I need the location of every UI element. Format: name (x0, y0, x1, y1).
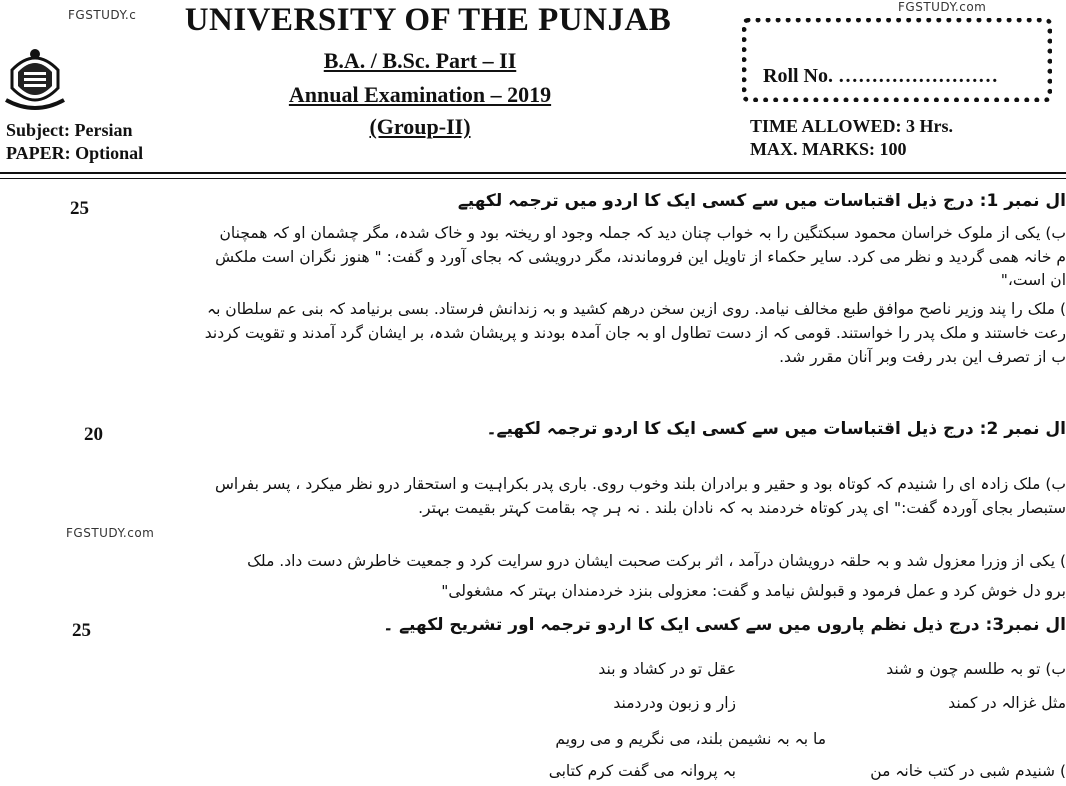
q2-part-b-line-1: ) یکی از وزرا معزول شد و بہ حلقہ درویشان درآمد ، اثر برکت صحبت ایشان درو سرایت کرد و جمعیت خاطرش دست داد. ملک (247, 552, 1066, 570)
paper-label: PAPER: Optional (6, 143, 144, 163)
q3-marks: 25 (72, 620, 91, 641)
group-title: (Group-II) (369, 114, 471, 139)
q2-marks: 20 (84, 424, 103, 445)
q2-part-b-line-2: برو دل خوش کرد و عمل فرمود و قبولش نیامد و گفت: معزولی بنزد خردمندان بہتر کہ مشغولی" (441, 582, 1066, 600)
max-marks: MAX. MARKS: 100 (750, 139, 907, 159)
university-title: UNIVERSITY OF THE PUNJAB (184, 2, 672, 38)
q3-verse-3: ما بہ بہ نشیمن بلند، می نگریم و می رویم (555, 730, 826, 748)
q3-verse-1-second: عقل تو در کشاد و بند (598, 660, 736, 678)
q3-verse-2-second: زار و زبون ودردمند (613, 694, 736, 712)
q3-heading: ال نمبر3: درج ذیل نظم پاروں میں سے کسی ایک کا اردو ترجمہ اور تشریح لکھیے ۔ (383, 615, 1066, 635)
watermark-middle: FGSTUDY.com (66, 526, 155, 540)
q1-part-b-line-3: ب از تصرف این بدر رفت وبر آنان مقرر شد. (779, 348, 1066, 366)
q3-verse-4-second: بہ پروانہ می گفت کرم کتابی (548, 762, 736, 780)
header-divider-bottom (0, 178, 1066, 179)
watermark-top-right: FGSTUDY.com (898, 0, 987, 14)
header-divider-top (0, 172, 1066, 174)
q2-part-a-line-1: ب) ملک زادہ ای را شنیدم کہ کوتاہ بود و حقیر و برادران بلند وخوب روی. باری پدر بکراہیت و استحقار درو نظر میکرد ، پسر بفراس (214, 475, 1066, 493)
q1-part-a-line-2: م خانہ همی گردید و نظر می کرد. سایر حکماء از تاویل این فروماندند، مگر درویشی کہ بجای آورد و گفت: " هنوز نگران است ملکش (215, 248, 1066, 266)
q3-verse-2-first: مثل غزالہ در کمند (948, 694, 1066, 712)
q3-verse-1-first: ب) تو بہ طلسم چون و شند (886, 660, 1066, 678)
time-allowed: TIME ALLOWED: 3 Hrs. (750, 116, 954, 136)
roll-number-label: Roll No. …………………… (763, 65, 998, 87)
subject-label: Subject: Persian (6, 120, 133, 140)
university-crest-logo (4, 42, 66, 116)
q1-marks: 25 (70, 198, 89, 219)
q1-part-b-line-1: ) ملک را پند وزیر ناصح موافق طبع مخالف نیامد. روی ازین سخن درهم کشید و بہ زندانش فرستاد. بسی برنیامد کہ بنی عم سلطان بہ (206, 300, 1066, 318)
exam-title: Annual Examination – 2019 (288, 82, 552, 107)
q1-part-a-line-3: ان است،" (1000, 271, 1066, 289)
q1-part-a-line-1: ب) یکی از ملوک خراسان محمود سبکتگین را بہ خواب چنان دید کہ جملہ وجود او ریختہ بود و خاک شدہ، مگر چشمان او کہ همچنان (219, 224, 1066, 242)
program-title: B.A. / B.Sc. Part – II (323, 48, 517, 73)
q1-heading: ال نمبر 1: درج ذیل اقتباسات میں سے کسی ایک کا اردو میں ترجمہ لکھیے (457, 191, 1066, 211)
q3-verse-4-first: ) شنیدم شبی در کتب خانہ من (870, 762, 1066, 780)
q2-heading: ال نمبر 2: درج ذیل اقتباسات میں سے کسی ایک کا اردو ترجمہ لکھیے۔ (486, 419, 1066, 439)
roll-number-box (742, 18, 1052, 102)
q2-part-a-line-2: ستبصار بجای آوردہ گفت:" ای پدر کوتاہ خردمند بہ کہ نادان بلند . نہ ہر چہ بقامت کہتر بقیمت بہتر. (418, 499, 1066, 517)
q1-part-b-line-2: رعت خاستند و ملک پدر را خواستند. قومی کہ از دست تطاول او بہ جان آمدہ بودند و پریشان شدہ، بر ایشان گرد آمدند و تقویت کردند (204, 324, 1066, 342)
watermark-top-left: FGSTUDY.c (68, 8, 137, 22)
